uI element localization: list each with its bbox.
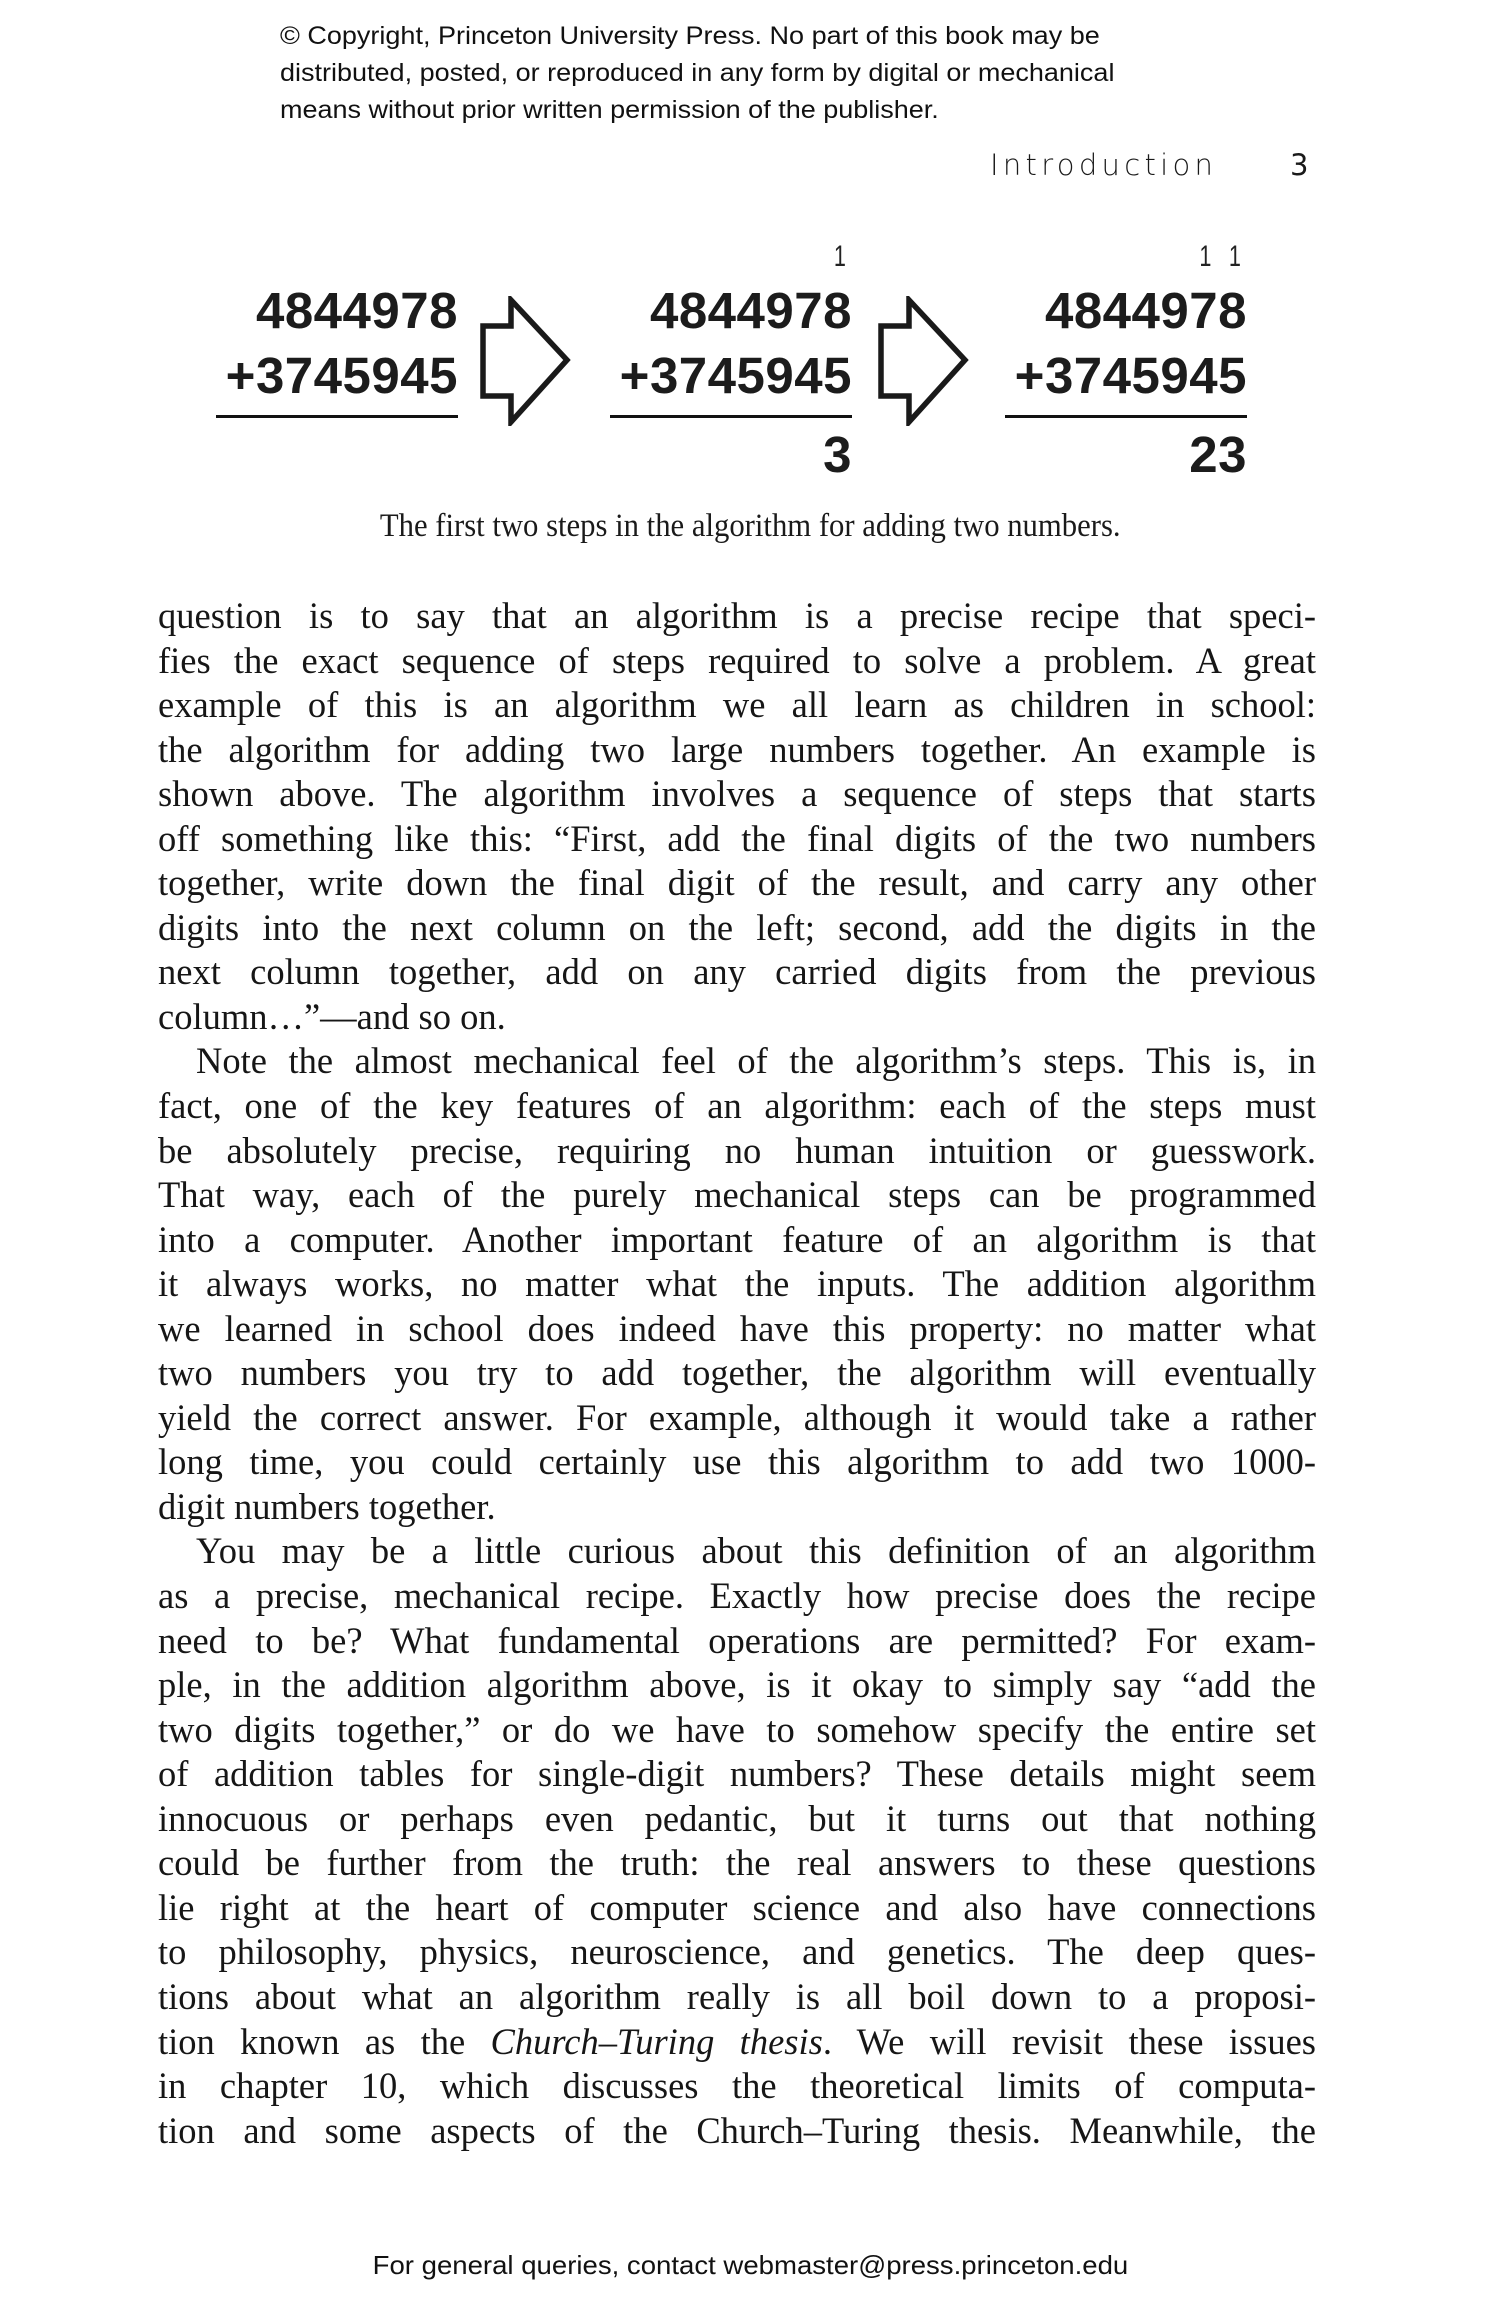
text-line: next column together, add on any carried digits from the previous (158, 951, 1316, 993)
copyright-line: means without prior written permission of the publisher. (280, 96, 939, 124)
paragraph-3 (158, 1529, 1316, 2153)
text-line: we learned in school does indeed have this property: no matter what (158, 1307, 1316, 1349)
copyright-line: distributed, posted, or reproduced in any form by digital or mechanical (280, 59, 1115, 87)
text-line: digit numbers together. (158, 1485, 496, 1527)
addition-figure (0, 0, 1500, 560)
text-line: two numbers you try to add together, the algorithm will eventually (158, 1352, 1316, 1394)
addend-2: +3745945 (1014, 347, 1247, 404)
text-line: in chapter 10, which discusses the theoretical limits of computa- (158, 2065, 1316, 2107)
text-line: ple, in the addition algorithm above, is it okay to simply say “add the (158, 1664, 1316, 1706)
footer-contact-text: For general queries, contact webmaster@press.princeton.edu (372, 2250, 1128, 2280)
text-line: fies the exact sequence of steps required to solve a problem. A great (158, 639, 1316, 681)
text-line: lie right at the heart of computer science and also have connections (158, 1886, 1316, 1928)
addition-step-1 (610, 0, 852, 560)
body-text (158, 594, 1316, 2153)
addition-step-0 (216, 0, 458, 560)
addend-1: 4844978 (1044, 282, 1247, 339)
page-number: 3 (1290, 148, 1309, 182)
text-line: the algorithm for adding two large numbers together. An example is (158, 728, 1316, 770)
arrow-right-icon (877, 296, 969, 426)
text-line: innocuous or perhaps even pedantic, but it turns out that nothing (158, 1797, 1316, 1839)
arrow-right-icon (479, 296, 571, 426)
text-line: together, write down the final digit of the result, and carry any other (158, 862, 1316, 904)
partial-result: 23 (1189, 426, 1247, 483)
text-line: That way, each of the purely mechanical steps can be programmed (158, 1174, 1316, 1216)
text-line: column…”—and so on. (158, 995, 506, 1037)
text-line: of addition tables for single-digit numbers? These details might seem (158, 1753, 1316, 1795)
text-line: two digits together,” or do we have to somehow specify the entire set (158, 1708, 1316, 1750)
addend-2: +3745945 (619, 347, 852, 404)
sum-rule (216, 415, 458, 418)
addend-1: 4844978 (649, 282, 852, 339)
text-line: yield the correct answer. For example, although it would take a rather (158, 1396, 1316, 1438)
figure-caption-text: The first two steps in the algorithm for adding two numbers. (379, 508, 1121, 544)
text-line: need to be? What fundamental operations are permitted? For exam- (158, 1619, 1316, 1661)
text-line: off something like this: “First, add the final digits of the two numbers (158, 817, 1316, 859)
text-run: tion known as the (158, 2020, 491, 2062)
text-line: You may be a little curious about this definition of an algorithm (196, 1530, 1316, 1572)
addition-step-2 (1005, 0, 1247, 560)
italic-term: Church–Turing thesis (490, 2020, 823, 2062)
text-line: as a precise, mechanical recipe. Exactly how precise does the recipe (158, 1575, 1316, 1617)
paragraph-1 (158, 594, 1316, 1039)
copyright-line: © Copyright, Princeton University Press. No part of this book may be (280, 22, 1100, 50)
text-line: it always works, no matter what the inputs. The addition algorithm (158, 1263, 1316, 1305)
text-line: be absolutely precise, requiring no human intuition or guesswork. (158, 1129, 1316, 1171)
carry-digits: 1 1 (1199, 240, 1247, 273)
text-line: digits into the next column on the left; second, add the digits in the (158, 906, 1316, 948)
text-line: tion and some aspects of the Church–Turing thesis. Meanwhile, the (158, 2109, 1316, 2151)
sum-rule (610, 415, 852, 418)
figure-caption (0, 508, 1500, 545)
text-line: could be further from the truth: the real answers to these questions (158, 1842, 1316, 1884)
text-line: question is to say that an algorithm is a precise recipe that speci- (158, 595, 1316, 636)
partial-result: 3 (823, 426, 852, 483)
text-line: into a computer. Another important feature of an algorithm is that (158, 1218, 1316, 1260)
addend-2: +3745945 (225, 347, 458, 404)
footer (0, 2250, 1500, 2281)
text-line: to philosophy, physics, neuroscience, and genetics. The deep ques- (158, 1931, 1316, 1973)
text-run: . We will revisit these issues (822, 2020, 1316, 2062)
running-head: Introduction (990, 148, 1218, 182)
text-line: tions about what an algorithm really is all boil down to a proposi- (158, 1975, 1316, 2017)
text-line: long time, you could certainly use this algorithm to add two 1000- (158, 1441, 1316, 1483)
text-line: Note the almost mechanical feel of the algorithm’s steps. This is, in (196, 1040, 1316, 1082)
carry-digits: 1 (834, 240, 852, 273)
text-line: fact, one of the key features of an algorithm: each of the steps must (158, 1085, 1316, 1127)
text-line: example of this is an algorithm we all learn as children in school: (158, 684, 1316, 726)
addend-1: 4844978 (255, 282, 458, 339)
text-line-with-italic (158, 2020, 1316, 2065)
sum-rule (1005, 415, 1247, 418)
paragraph-2 (158, 1039, 1316, 1529)
text-line: shown above. The algorithm involves a sequence of steps that starts (158, 773, 1316, 815)
